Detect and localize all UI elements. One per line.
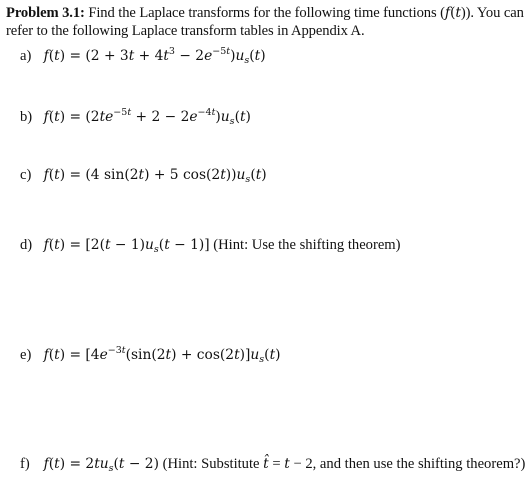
item-c-equation: f(t) = (4 sin(2t) + 5 $\cos(2t))u_s(t)$ — [43, 167, 267, 185]
item-a-equation: $f(t) = (2 + 3t + 4t^3 - 2e^{-5t})u_s(t)$ — [43, 46, 266, 66]
item-b-label: b) — [20, 109, 33, 125]
problem-heading: Problem 3.1: — [6, 5, 85, 21]
item-f-hint: (Hint: Substitute t̂ = t − 2, and then use the shifting theorem?) — [162, 456, 525, 472]
item-b-equation: $f(t) = (2te^{-5t} + 2 - 2e^{-4t})u_s(t)$ — [43, 107, 251, 127]
item-f-equation: $f(t) = 2tu_s(t - 2)$ — [43, 456, 159, 474]
item-e-equation: $f(t) = [4e^{-3t}(\sin(2t) + \cos(2t)]u_s(t)$ — [43, 345, 281, 365]
item-b — [20, 108, 251, 126]
item-c-label: c) — [20, 167, 32, 183]
problem-statement — [6, 4, 524, 40]
item-f-label: f) — [20, 456, 30, 472]
item-d-hint: (Hint: Use the shifting theorem) — [213, 237, 401, 253]
item-f — [20, 455, 525, 473]
item-d-label: d) — [20, 237, 33, 253]
item-e — [20, 346, 281, 364]
problem-line-2: refer to the following Laplace transform tables in Appendix A. — [6, 23, 365, 39]
item-a-label: a) — [20, 48, 32, 64]
item-d — [20, 236, 401, 254]
item-a — [20, 47, 266, 65]
problem-line-1: Problem 3.1: Find the Laplace transforms for the following time functions (f(t)). You can — [6, 5, 524, 21]
item-e-label: e) — [20, 347, 32, 363]
item-d-equation: $f(t) = [2(t - 1)u_s(t - 1)]$ — [43, 237, 210, 255]
item-c — [20, 166, 267, 184]
